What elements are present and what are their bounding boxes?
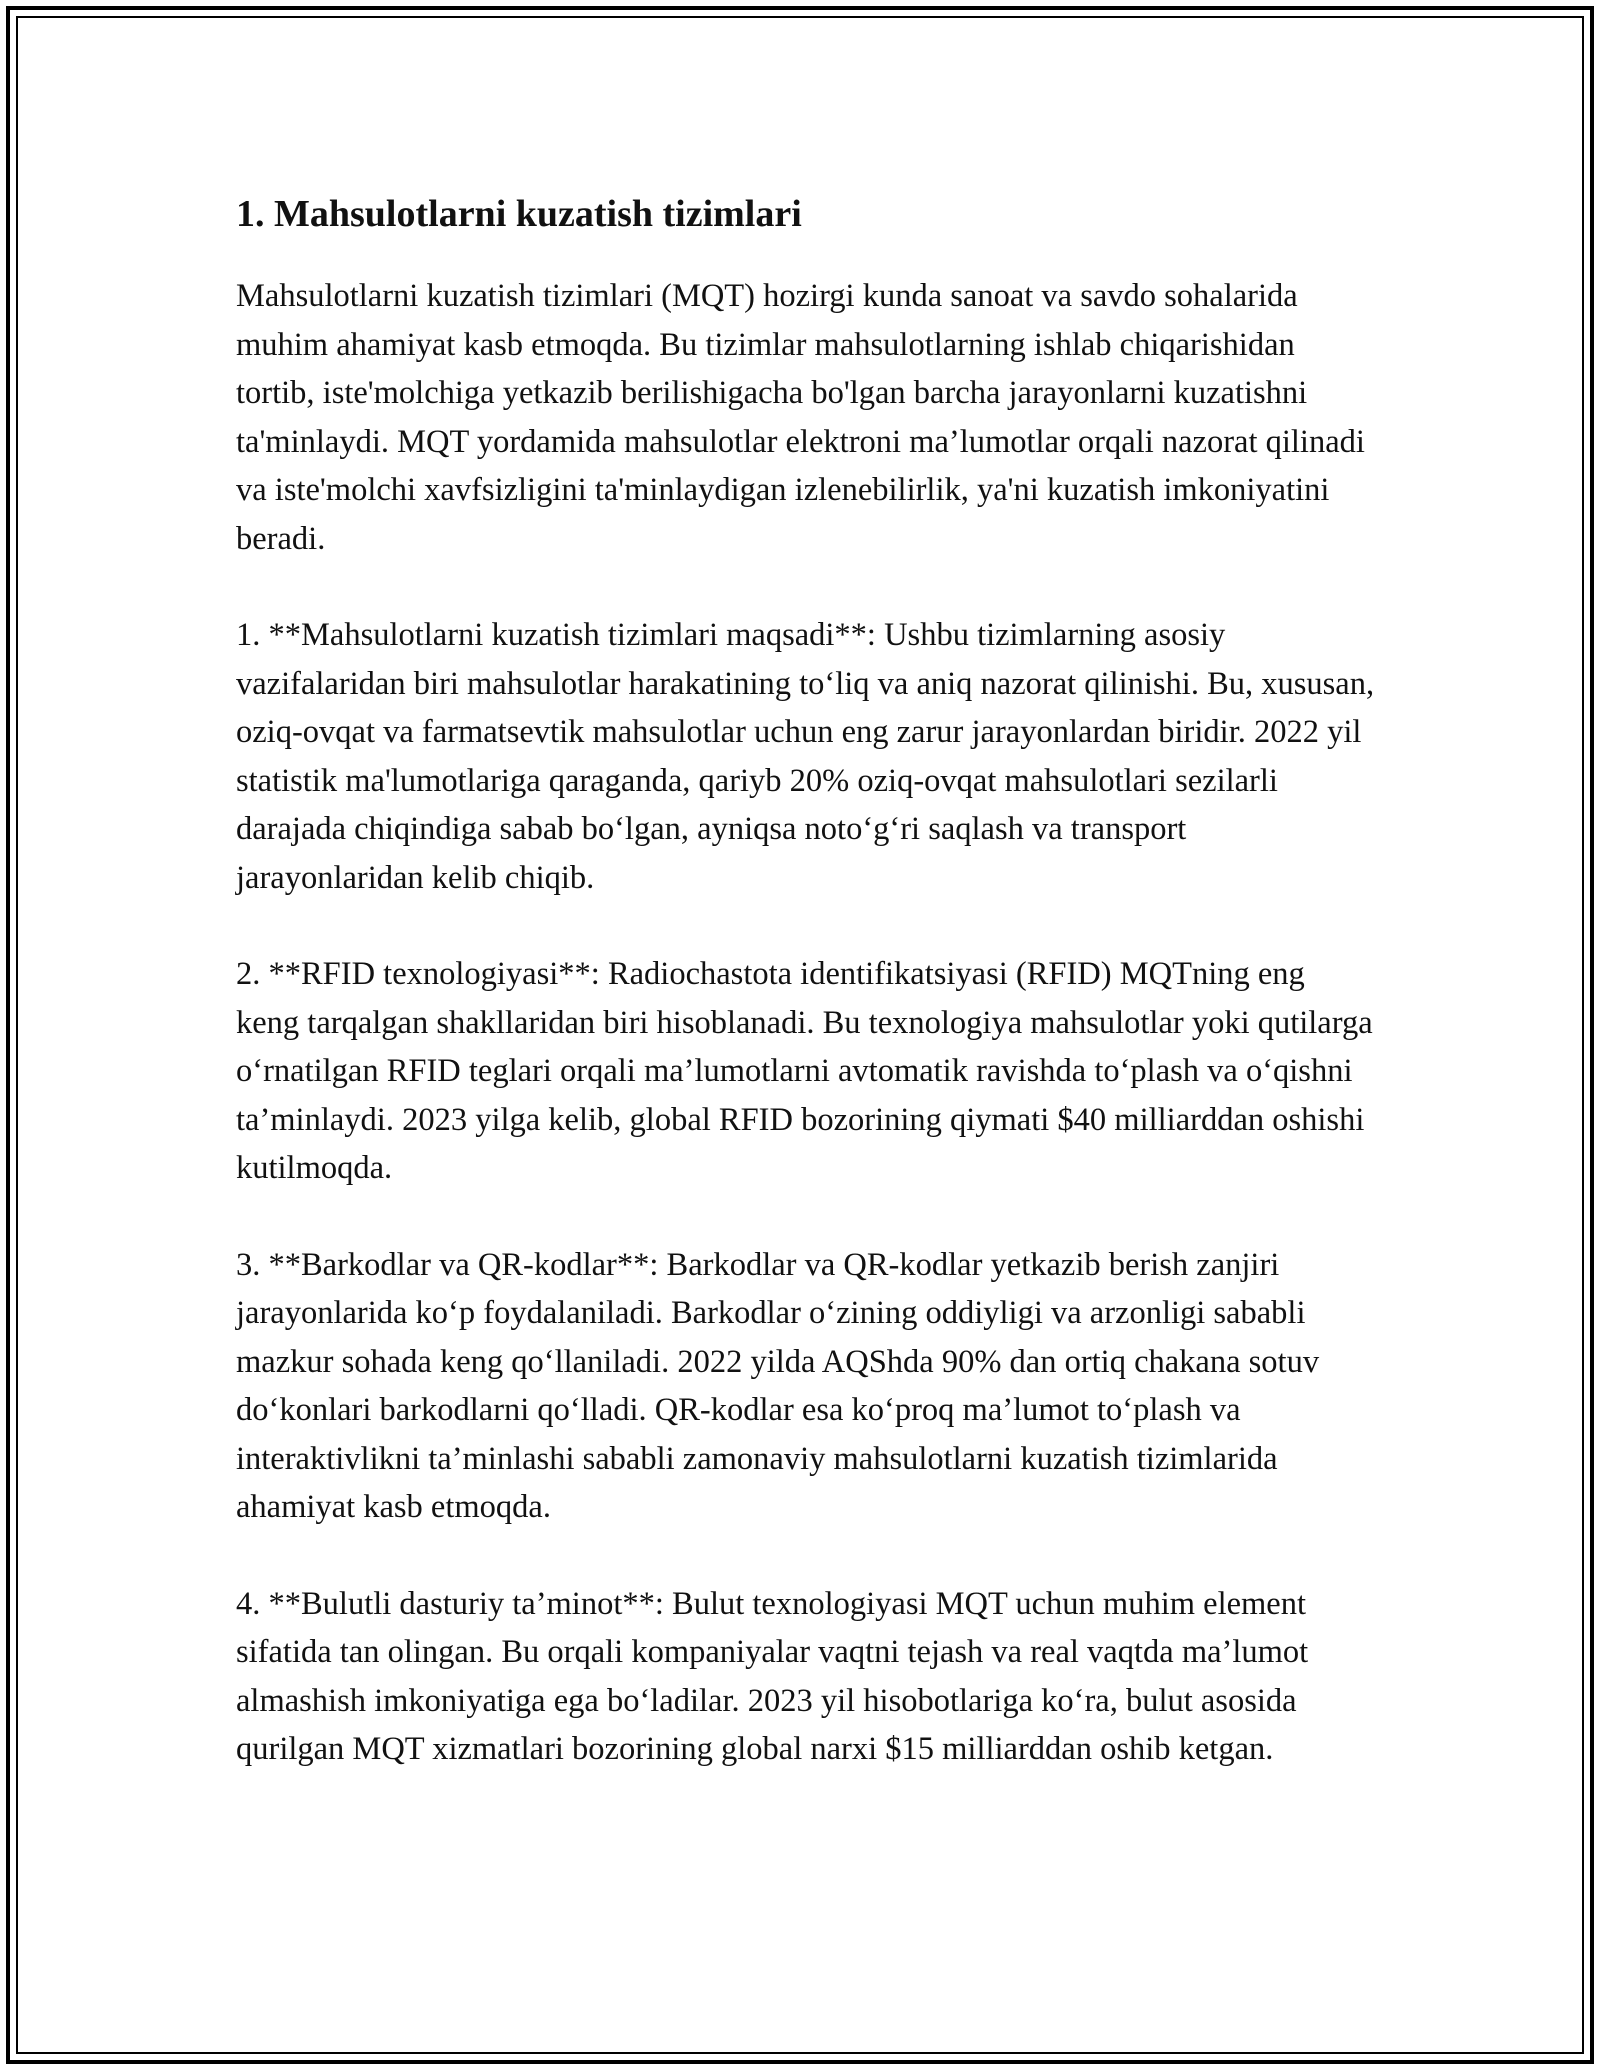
paragraph-rfid: 2. **RFID texnologiyasi**: Radiochastota identifikatsiyasi (RFID) MQTning eng keng tarqalgan shakllaridan biri hisoblanadi. Bu texnologiya mahsulotlar yoki qutilarga o‘rnatilgan RFID teglari orqali ma’lumotlarni avtomatik ravishda to‘plash va o‘qishni ta’minlaydi. 2023 yilga kelib, global RFID bozorining qiymati $40 milliarddan oshishi kutilmoqda. xyxy=(236,956,1373,1186)
document-body xyxy=(236,186,1376,1822)
paragraph-barcodes: 3. **Barkodlar va QR-kodlar**: Barkodlar va QR-kodlar yetkazib berish zanjiri jarayonlarida ko‘p foydalaniladi. Barkodlar o‘zining oddiyligi va arzonligi sababli mazkur sohada keng qo‘llaniladi. 2022 yilda AQShda 90% dan ortiq chakana sotuv do‘konlari barkodlarni qo‘lladi. QR-kodlar esa ko‘proq ma’lumot to‘plash va interaktivlikni ta’minlashi sababli zamonaviy mahsulotlarni kuzatish tizimlarida ahamiyat kasb etmoqda. xyxy=(236,1246,1320,1525)
paragraph-cloud: 4. **Bulutli dasturiy ta’minot**: Bulut texnologiyasi MQT uchun muhim element sifatida tan olingan. Bu orqali kompaniyalar vaqtni tejash va real vaqtda ma’lumot almashish imkoniyatiga ega bo‘ladilar. 2023 yil hisobotlariga ko‘ra, bulut asosida qurilgan MQT xizmatlari bozorining global narxi $15 milliarddan oshib ketgan. xyxy=(236,1585,1309,1767)
paragraph-purpose: 1. **Mahsulotlarni kuzatish tizimlari maqsadi**: Ushbu tizimlarning asosiy vazifalaridan biri mahsulotlar harakatining to‘liq va aniq nazorat qilinishi. Bu, xususan, oziq-ovqat va farmatsevtik mahsulotlar uchun eng zarur jarayonlardan biridir. 2022 yil statistik ma'lumotlariga qaraganda, qariyb 20% oziq-ovqat mahsulotlari sezilarli darajada chiqindiga sabab bo‘lgan, ayniqsa noto‘g‘ri saqlash va transport jarayonlaridan kelib chiqib. xyxy=(236,617,1375,896)
section-heading: 1. Mahsulotlarni kuzatish tizimlari xyxy=(236,193,802,235)
intro-paragraph: Mahsulotlarni kuzatish tizimlari (MQT) hozirgi kunda sanoat va savdo sohalarida muhim ahamiyat kasb etmoqda. Bu tizimlar mahsulotlarning ishlab chiqarishidan tortib, iste'molchiga yetkazib berilishigacha bo'lgan barcha jarayonlarni kuzatishni ta'minlaydi. MQT yordamida mahsulotlar elektroni ma’lumotlar orqali nazorat qilinadi va iste'molchi xavfsizligini ta'minlaydigan izlenebilirlik, ya'ni kuzatish imkoniyatini beradi. xyxy=(236,278,1365,557)
